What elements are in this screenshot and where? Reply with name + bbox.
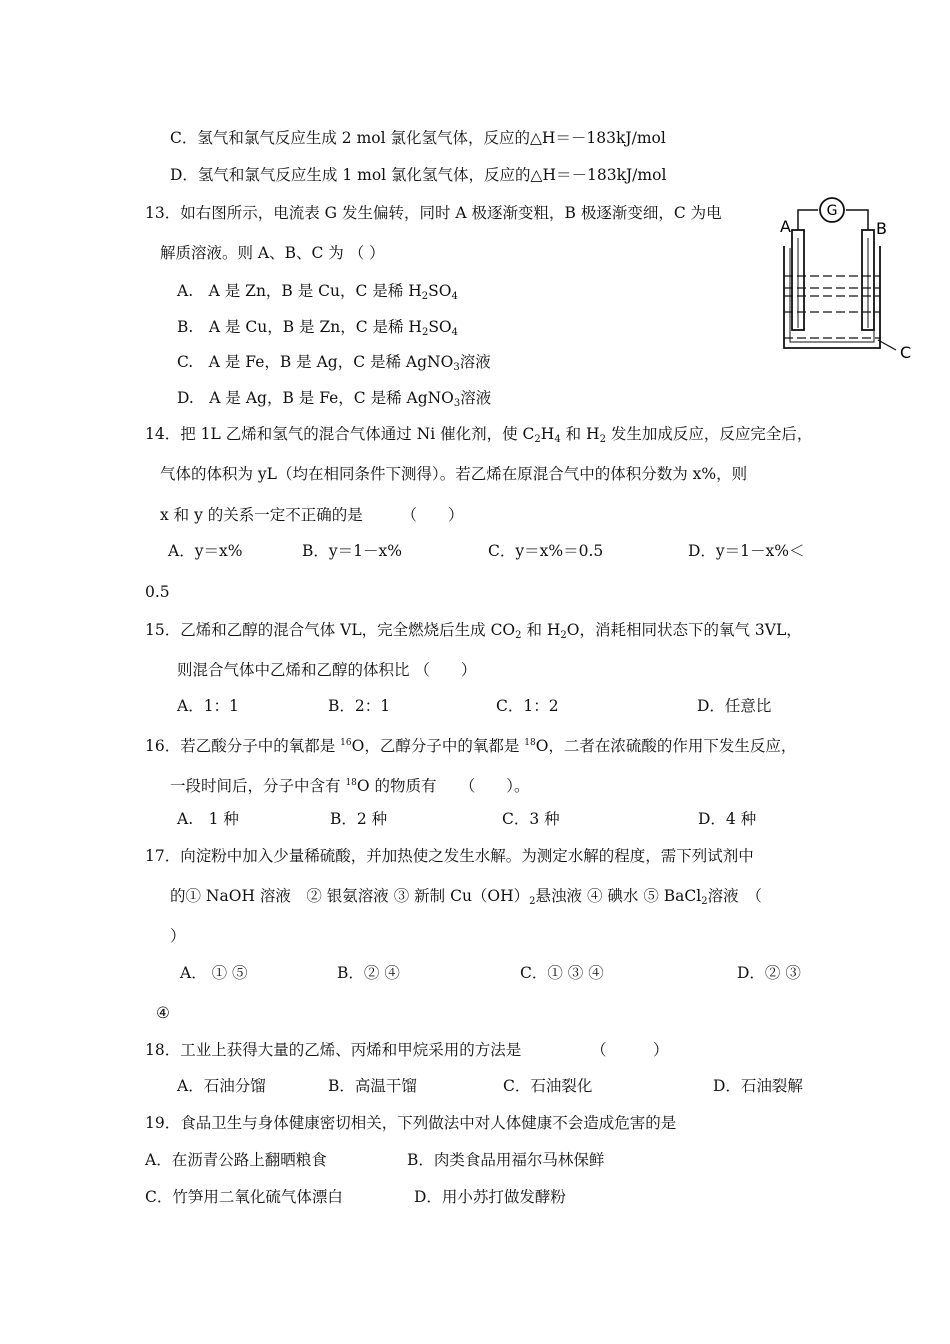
q13-option-c: C. A 是 Fe，B 是 Ag，C 是稀 AgNO$_3$溶液 [177, 353, 491, 373]
q12-option-c: C．氢气和氯气反应生成 2 mol 氯化氢气体，反应的△H＝－183kJ/mol [170, 129, 666, 147]
q15-option-b: B．2：1 [328, 697, 391, 715]
q15-stem-line2: 则混合气体中乙烯和乙醇的体积比 （ ） [177, 661, 477, 679]
q17-stem-line1: 17．向淀粉中加入少量稀硫酸，并加热使之发生水解。为测定水解的程度，需下列试剂中 [145, 847, 754, 865]
q17-stem-line2: 的① NaOH 溶液 ② 银氨溶液 ③ 新制 $Cu(OH)_2$悬浊液 ④ 碘水 ⑤ BaCl$_2$溶液 （ [170, 887, 762, 907]
q13-option-a: A. A 是 Zn，B 是 Cu，C 是稀 $H_2SO_4$ [177, 282, 458, 302]
q16-option-a: A. 1 种 [177, 810, 239, 828]
q14-option-c: C．y＝x%＝0.5 [488, 542, 604, 560]
q15-option-c: C．1：2 [496, 697, 559, 715]
q18-option-b: B．高温干馏 [328, 1077, 417, 1095]
q17-option-c: C．① ③ ④ [520, 964, 604, 982]
q13-stem-line1: 13．如右图所示，电流表 G 发生偏转，同时 A 极逐渐变粗，B 极逐渐变细，C 为电 [145, 204, 722, 222]
q19-option-d: D．用小苏打做发酵粉 [414, 1188, 566, 1206]
q19-option-c: C．竹笋用二氧化硫气体漂白 [145, 1188, 343, 1206]
q16-stem-line1: 16．若乙酸分子中的氧都是 $^{16}$O，乙醇分子中的氧都是 $^{18}$O，二者在浓硫酸的作用下发生反应， [145, 737, 797, 755]
q14-stem-line1: 14．把 1L 乙烯和氢气的混合气体通过 Ni 催化剂，使 $C_2H_4$ 和 $H_2$ 发生加成反应，反应完全后， [145, 425, 813, 445]
q18-stem: 18．工业上获得大量的乙烯、丙烯和甲烷采用的方法是 （ ） [145, 1041, 669, 1059]
q15-option-d: D．任意比 [697, 697, 772, 715]
label-c: C [900, 343, 912, 362]
q16-option-c: C．3 种 [502, 810, 560, 828]
q16-option-b: B．2 种 [330, 810, 388, 828]
q14-option-d-continued: 0.5 [145, 583, 170, 601]
electrochemical-cell-diagram [770, 188, 930, 370]
q18-option-a: A．石油分馏 [177, 1077, 266, 1095]
q16-stem-line2: 一段时间后，分子中含有 $^{18}$O 的物质有 （ ）。 [170, 777, 530, 795]
q17-option-d: D．② ③ [737, 964, 801, 982]
q17-option-a: A． ① ⑤ [180, 964, 248, 982]
q16-option-d: D．4 种 [698, 810, 757, 828]
q19-stem: 19．食品卫生与身体健康密切相关，下列做法中对人体健康不会造成危害的是 [145, 1114, 677, 1132]
q14-option-d: D．y＝1－x%＜ [688, 542, 805, 560]
q18-option-c: C．石油裂化 [503, 1077, 593, 1095]
q14-option-b: B．y＝1－x% [302, 542, 402, 560]
q14-stem-line3: x 和 y 的关系一定不正确的是 （ ） [160, 506, 464, 524]
q19-option-b: B．肉类食品用福尔马林保鲜 [407, 1151, 605, 1169]
q18-option-d: D．石油裂解 [713, 1077, 803, 1095]
q17-option-d-continued: ④ [156, 1004, 170, 1022]
label-a: A [780, 217, 791, 236]
q15-stem-line1: 15．乙烯和乙醇的混合气体 VL，完全燃烧后生成 $CO_2$ 和 $H_2O$，消耗相同状态下的氧气 3VL， [145, 621, 802, 641]
q13-option-d: D. A 是 Ag，B 是 Fe，C 是稀 AgNO$_3$溶液 [177, 389, 492, 409]
q15-option-a: A．1：1 [177, 697, 239, 715]
galvanometer-label: G [826, 203, 838, 219]
q14-option-a: A．y＝x% [168, 542, 243, 560]
q13-option-b: B. A 是 Cu，B 是 Zn，C 是稀 $H_2SO_4$ [177, 318, 459, 338]
q13-stem-line2: 解质溶液。则 A、B、C 为 （ ） [160, 244, 385, 262]
q17-option-b: B．② ④ [337, 964, 400, 982]
q17-stem-line3: ） [170, 927, 186, 945]
q14-stem-line2: 气体的体积为 yL（均在相同条件下测得）。若乙烯在原混合气中的体积分数为 x%，则 [160, 465, 748, 483]
q12-option-d: D．氢气和氯气反应生成 1 mol 氯化氢气体，反应的△H＝－183kJ/mol [170, 166, 667, 184]
label-b: B [876, 219, 887, 238]
q19-option-a: A．在沥青公路上翻晒粮食 [145, 1151, 327, 1169]
